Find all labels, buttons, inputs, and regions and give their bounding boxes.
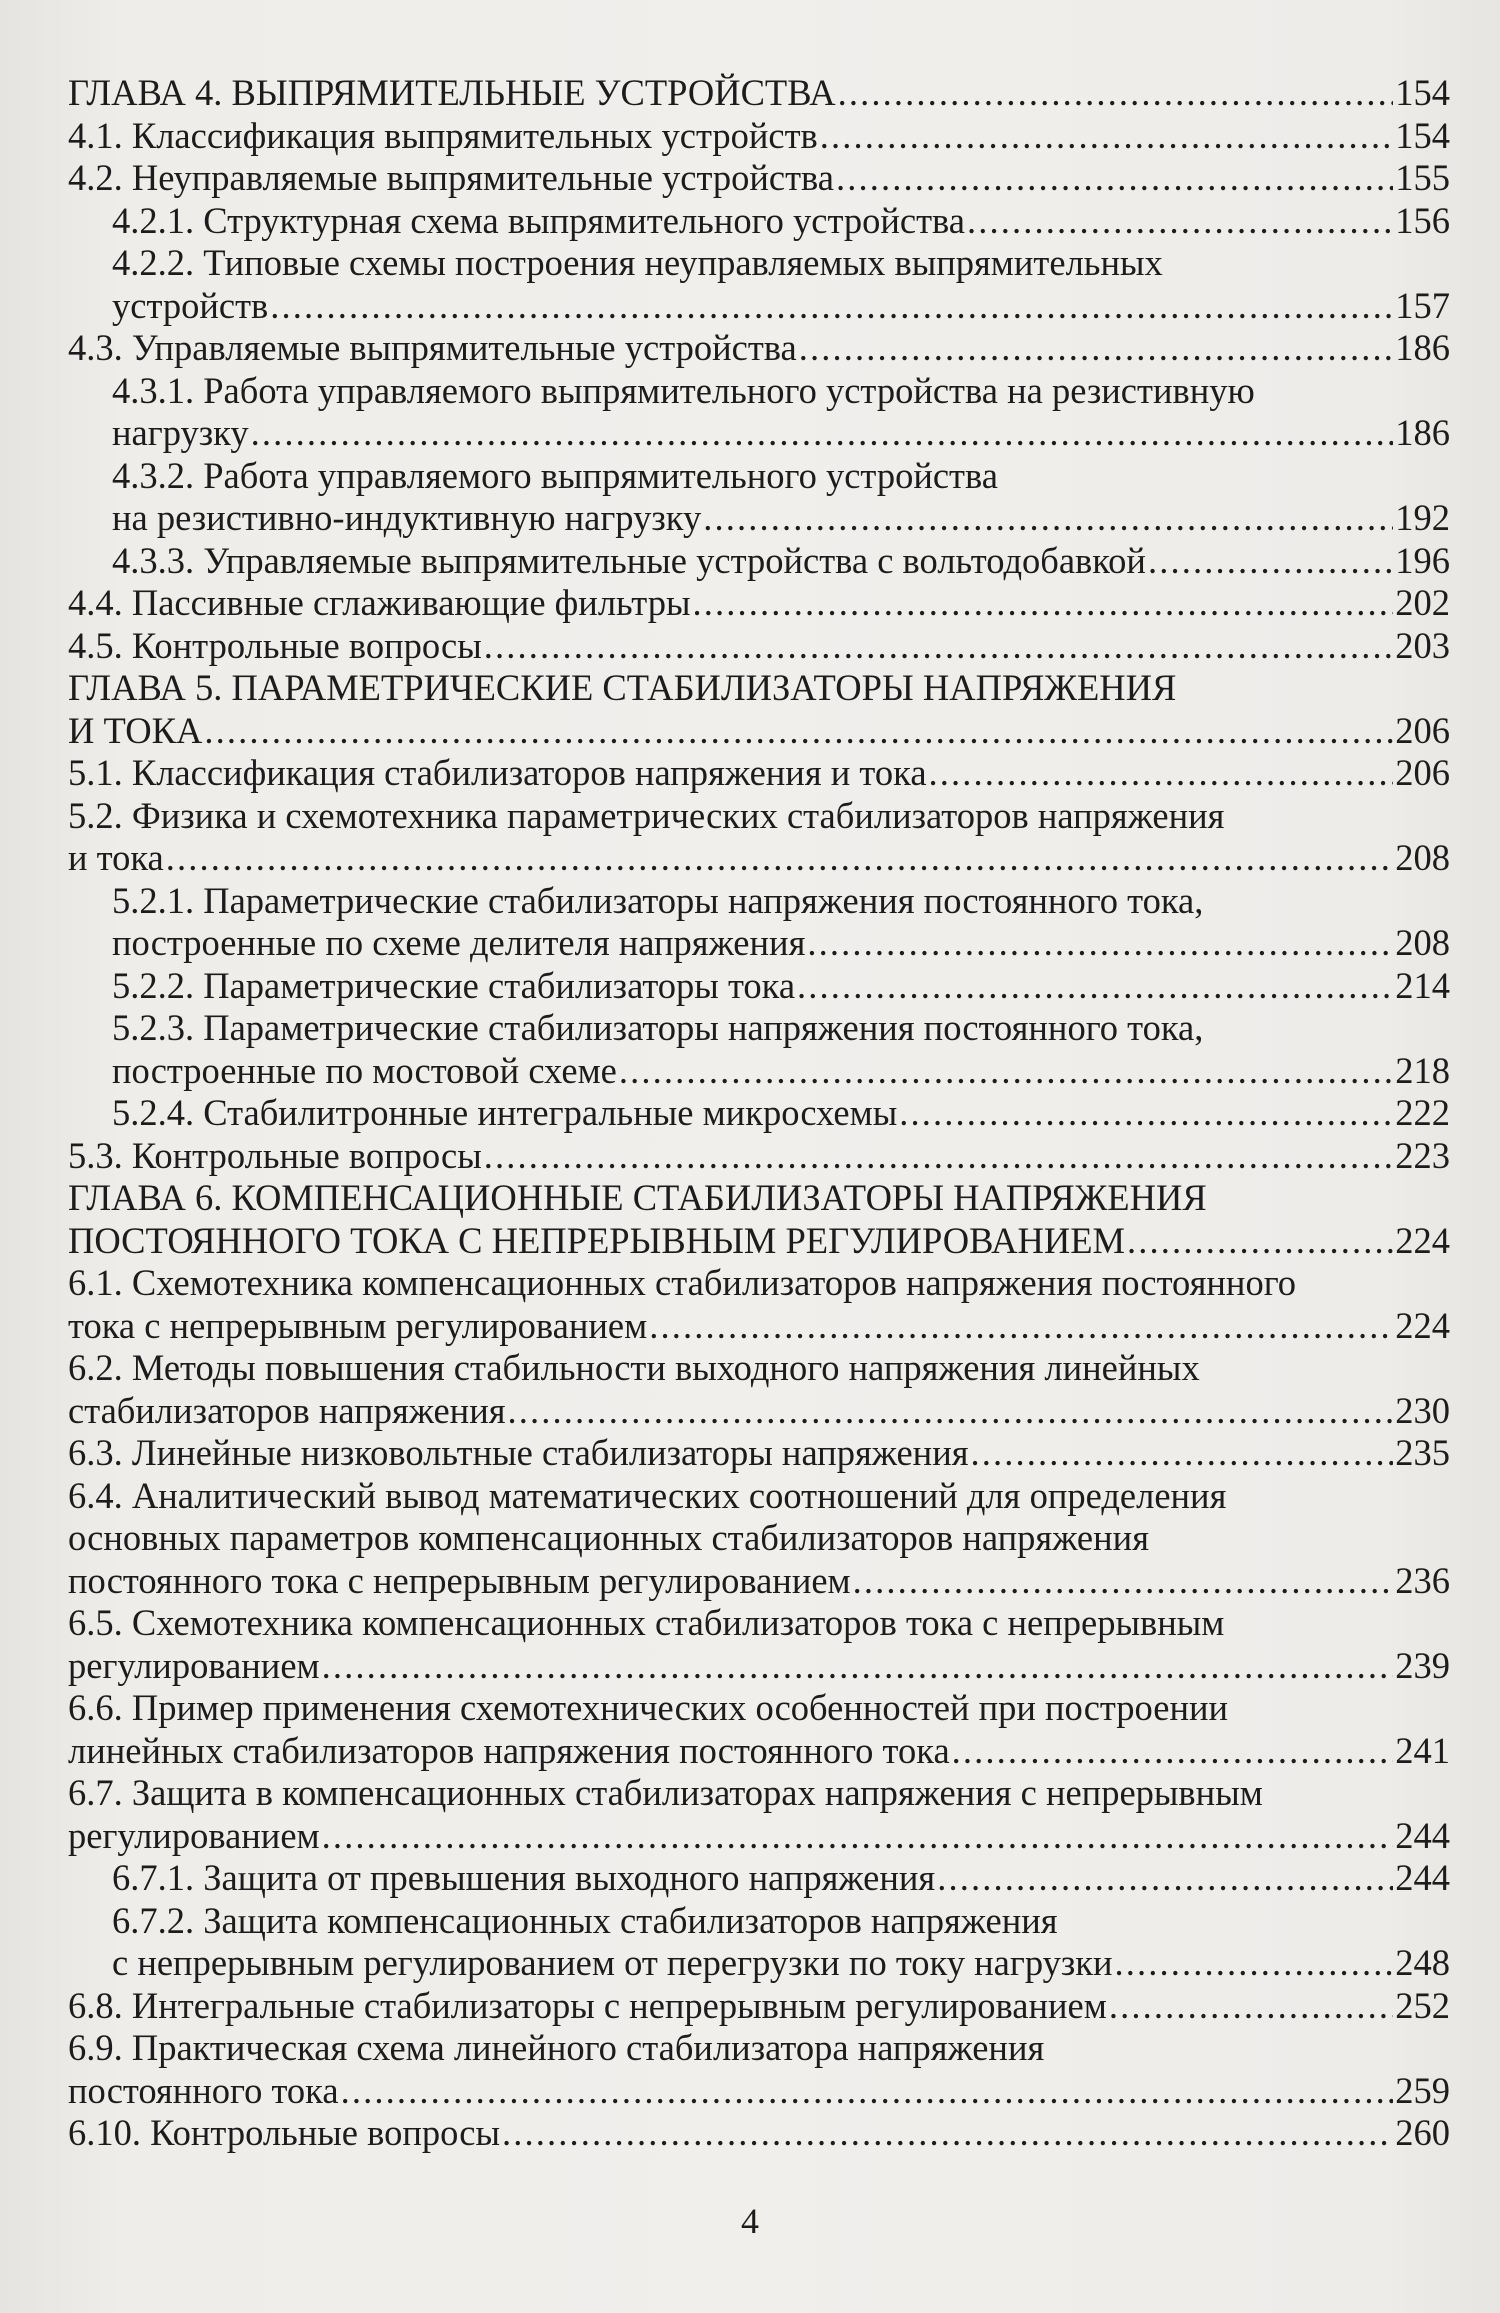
- toc-entry: [68, 667, 1450, 752]
- toc-entry: [68, 157, 1450, 200]
- toc-entry-title-line: 4.3.3. Управляемые выпрямительные устройства с вольтодобавкой: [112, 539, 1146, 581]
- toc-entry-title-line: нагрузку: [112, 412, 249, 453]
- toc-entry-page: 222: [1395, 1092, 1450, 1133]
- toc-entry-title-line: на резистивно-индуктивную нагрузку: [112, 497, 702, 538]
- toc-entry: [68, 582, 1450, 625]
- toc-entry: [68, 965, 1450, 1008]
- toc-entry-last-line: [68, 157, 1450, 200]
- toc-entry-page: 218: [1395, 1049, 1450, 1091]
- toc-entry: [68, 115, 1450, 158]
- dot-leader: [836, 157, 1393, 200]
- dot-leader: [799, 327, 1394, 370]
- toc-entry-title-line: 6.7. Защита в компенсационных стабилизаторах напряжения с непрерывным: [68, 1772, 1263, 1813]
- toc-entry: [68, 327, 1450, 370]
- toc-entry-page: 230: [1395, 1389, 1450, 1431]
- toc-entry-last-line: [68, 710, 1450, 753]
- toc-entry-last-line: [68, 2112, 1450, 2155]
- dot-leader: [322, 1645, 1394, 1688]
- dot-leader: [853, 1560, 1394, 1603]
- toc-entry-title-line: ГЛАВА 6. КОМПЕНСАЦИОННЫЕ СТАБИЛИЗАТОРЫ НАПРЯЖЕНИЯ: [68, 1177, 1207, 1218]
- toc-entry-title-line: постоянного тока: [68, 2069, 339, 2111]
- dot-leader: [251, 412, 1394, 455]
- toc-entry-last-line: [112, 922, 1450, 965]
- toc-entry-page: 223: [1395, 1134, 1450, 1176]
- dot-leader: [502, 2112, 1393, 2155]
- toc-entry: [68, 1135, 1450, 1178]
- toc-entry-title-line: 6.4. Аналитический вывод математических соотношений для определения: [68, 1474, 1227, 1516]
- toc-entry: [68, 625, 1450, 668]
- toc-entry: [68, 200, 1450, 243]
- toc-entry-page: 155: [1395, 157, 1450, 198]
- toc-entry-title-line: 5.2. Физика и схемотехника параметрических стабилизаторов напряжения: [68, 794, 1225, 836]
- toc-entry: [68, 1432, 1450, 1475]
- toc-entry: [68, 795, 1450, 880]
- dot-leader: [838, 72, 1394, 115]
- toc-entry-last-line: [68, 837, 1450, 880]
- dot-leader: [1109, 1985, 1393, 2028]
- dot-leader: [971, 1432, 1394, 1475]
- toc-entry-page: 203: [1395, 624, 1450, 666]
- dot-leader: [692, 582, 1393, 625]
- toc-entry-last-line: [68, 752, 1450, 795]
- dot-leader: [703, 497, 1393, 540]
- toc-entry-title-line: 5.2.4. Стабилитронные интегральные микросхемы: [112, 1092, 898, 1133]
- toc-entry-title-line: 5.2.2. Параметрические стабилизаторы тока: [112, 964, 796, 1006]
- toc-entry-last-line: [68, 1220, 1450, 1263]
- toc-entry-title-line: основных параметров компенсационных стабилизаторов напряжения: [68, 1517, 1149, 1558]
- toc-entry-title-line: 6.6. Пример применения схемотехнических особенностей при построении: [68, 1687, 1229, 1728]
- toc-entry-title-line: И ТОКА: [68, 709, 203, 751]
- toc-entry-title-line: тока с непрерывным регулированием: [68, 1304, 648, 1346]
- toc-entry-page: 244: [1395, 1814, 1450, 1856]
- toc-entry: [68, 1857, 1450, 1900]
- dot-leader: [270, 285, 1393, 328]
- toc-entry-page: 235: [1395, 1432, 1450, 1473]
- toc-entry-page: 206: [1395, 752, 1450, 793]
- toc-entry-title-line: 4.2.2. Типовые схемы построения неуправляемых выпрямительных: [112, 242, 1163, 283]
- toc-entry-title-line: 4.5. Контрольные вопросы: [68, 624, 482, 666]
- dot-leader: [1127, 1220, 1393, 1263]
- toc-entry-page: 186: [1395, 412, 1450, 453]
- toc-entry-title-line: построенные по схеме делителя напряжения: [112, 922, 806, 963]
- toc-entry-last-line: [112, 1942, 1450, 1985]
- dot-leader: [649, 1305, 1393, 1348]
- toc-entry-title-line: ГЛАВА 4. ВЫПРЯМИТЕЛЬНЫЕ УСТРОЙСТВА: [68, 72, 836, 113]
- toc-entry-page: 252: [1395, 1984, 1450, 2026]
- toc-entry-title-line: построенные по мостовой схеме: [112, 1049, 617, 1091]
- toc-entry-title-line: 5.2.3. Параметрические стабилизаторы напряжения постоянного тока,: [112, 1007, 1204, 1048]
- toc-entry-title-line: 4.4. Пассивные сглаживающие фильтры: [68, 582, 691, 623]
- toc-entry-title-line: регулированием: [68, 1644, 320, 1686]
- dot-leader: [797, 965, 1393, 1008]
- toc-entry-title-line: устройств: [112, 284, 269, 326]
- toc-entry-page: 259: [1395, 2069, 1450, 2111]
- toc-entry-last-line: [68, 1730, 1450, 1773]
- dot-leader: [807, 922, 1393, 965]
- toc-entry: [68, 455, 1450, 540]
- toc-entry-last-line: [68, 115, 1450, 158]
- toc-entry: [68, 752, 1450, 795]
- toc-entry-title-line: и тока: [68, 837, 164, 878]
- toc-entry-page: 239: [1395, 1644, 1450, 1686]
- toc-entry-last-line: [68, 582, 1450, 625]
- toc-entry-title-line: ГЛАВА 5. ПАРАМЕТРИЧЕСКИЕ СТАБИЛИЗАТОРЫ НАПРЯЖЕНИЯ: [68, 667, 1177, 708]
- toc-entry-page: 186: [1395, 327, 1450, 368]
- toc-entry: [68, 370, 1450, 455]
- toc-entry-title-line: стабилизаторов напряжения: [68, 1389, 506, 1431]
- toc-entry-page: 208: [1395, 922, 1450, 963]
- toc-entry: [68, 1475, 1450, 1603]
- toc-entry-page: 202: [1395, 582, 1450, 623]
- toc-entry-page: 248: [1395, 1942, 1450, 1983]
- toc-entry-last-line: [112, 497, 1450, 540]
- toc-entry-title-line: постоянного тока с непрерывным регулированием: [68, 1559, 851, 1601]
- toc-entry: [68, 1347, 1450, 1432]
- toc-entry-page: 241: [1395, 1729, 1450, 1771]
- toc-entry-title-line: 4.2.1. Структурная схема выпрямительного устройства: [112, 199, 966, 241]
- toc-entry-page: 208: [1395, 837, 1450, 878]
- dot-leader: [899, 1092, 1393, 1135]
- toc-entry-page: 236: [1395, 1559, 1450, 1601]
- toc-entry-title-line: 6.5. Схемотехника компенсационных стабилизаторов тока с непрерывным: [68, 1602, 1225, 1643]
- dot-leader: [967, 200, 1393, 243]
- toc-entry-last-line: [112, 285, 1450, 328]
- toc-entry: [68, 1007, 1450, 1092]
- toc-entry-last-line: [112, 540, 1450, 583]
- toc-entry-last-line: [68, 1815, 1450, 1858]
- toc-entry-page: 154: [1395, 114, 1450, 156]
- dot-leader: [508, 1390, 1394, 1433]
- toc-entry-last-line: [68, 72, 1450, 115]
- toc-entry-last-line: [112, 1092, 1450, 1135]
- toc-entry-title-line: 6.7.2. Защита компенсационных стабилизаторов напряжения: [112, 1899, 1058, 1941]
- toc-entry-page: 224: [1395, 1304, 1450, 1346]
- toc-entry-title-line: 4.1. Классификация выпрямительных устройств: [68, 114, 818, 156]
- toc-entry-last-line: [68, 1390, 1450, 1433]
- toc-entry-last-line: [68, 1135, 1450, 1178]
- toc-entry: [68, 242, 1450, 327]
- toc-entry-title-line: 4.3. Управляемые выпрямительные устройства: [68, 327, 797, 368]
- toc-entry-title-line: 6.3. Линейные низковольтные стабилизаторы напряжения: [68, 1432, 969, 1473]
- toc-entry-title-line: 5.3. Контрольные вопросы: [68, 1134, 482, 1176]
- toc-entry-page: 214: [1395, 964, 1450, 1006]
- toc-entry: [68, 1772, 1450, 1857]
- toc-entry-title-line: 4.3.1. Работа управляемого выпрямительного устройства на резистивную: [112, 369, 1255, 411]
- toc-entry-title-line: 6.2. Методы повышения стабильности выходного напряжения линейных: [68, 1347, 1200, 1388]
- dot-leader: [619, 1050, 1393, 1093]
- toc-entry-last-line: [68, 1432, 1450, 1475]
- toc-entry-last-line: [112, 200, 1450, 243]
- toc-entry-last-line: [112, 965, 1450, 1008]
- page-number: 4: [741, 2201, 759, 2241]
- toc-entry-page: 192: [1395, 497, 1450, 538]
- toc-entry-last-line: [112, 1857, 1450, 1900]
- toc-entry: [68, 1177, 1450, 1262]
- toc-entry-last-line: [68, 1560, 1450, 1603]
- dot-leader: [1115, 1942, 1394, 1985]
- toc-entry-last-line: [68, 327, 1450, 370]
- dot-leader: [952, 1730, 1394, 1773]
- toc-entry-page: 224: [1395, 1219, 1450, 1261]
- toc-entry: [68, 880, 1450, 965]
- table-of-contents: [68, 72, 1450, 2155]
- toc-entry: [68, 1602, 1450, 1687]
- toc-entry-page: 196: [1395, 539, 1450, 581]
- toc-entry-page: 244: [1395, 1857, 1450, 1898]
- dot-leader: [484, 1135, 1394, 1178]
- toc-entry: [68, 540, 1450, 583]
- dot-leader: [937, 1857, 1393, 1900]
- toc-entry-last-line: [68, 625, 1450, 668]
- toc-entry-title-line: 6.1. Схемотехника компенсационных стабилизаторов напряжения постоянного: [68, 1262, 1297, 1303]
- dot-leader: [929, 752, 1394, 795]
- toc-entry: [68, 1262, 1450, 1347]
- toc-entry-title-line: с непрерывным регулированием от перегрузки по току нагрузки: [112, 1942, 1113, 1983]
- toc-entry: [68, 2112, 1450, 2155]
- toc-entry-title-line: 5.2.1. Параметрические стабилизаторы напряжения постоянного тока,: [112, 879, 1204, 921]
- toc-entry-title-line: 6.10. Контрольные вопросы: [68, 2112, 500, 2153]
- toc-entry-last-line: [68, 1305, 1450, 1348]
- toc-entry-title-line: 6.9. Практическая схема линейного стабилизатора напряжения: [68, 2027, 1045, 2068]
- dot-leader: [341, 2070, 1394, 2113]
- toc-entry: [68, 1985, 1450, 2028]
- toc-entry-title-line: 6.8. Интегральные стабилизаторы с непрерывным регулированием: [68, 1984, 1107, 2026]
- toc-entry: [68, 1092, 1450, 1135]
- toc-entry-last-line: [68, 1985, 1450, 2028]
- toc-entry-page: 206: [1395, 709, 1450, 751]
- toc-entry-title-line: 6.7.1. Защита от превышения выходного напряжения: [112, 1857, 936, 1898]
- toc-entry-page: 154: [1395, 72, 1450, 113]
- toc-entry-title-line: 4.3.2. Работа управляемого выпрямительного устройства: [112, 454, 998, 496]
- dot-leader: [484, 625, 1394, 668]
- toc-entry-last-line: [112, 412, 1450, 455]
- dot-leader: [820, 115, 1393, 158]
- toc-entry-page: 156: [1395, 199, 1450, 241]
- toc-entry: [68, 1900, 1450, 1985]
- toc-entry-title-line: линейных стабилизаторов напряжения постоянного тока: [68, 1729, 950, 1771]
- toc-entry-title-line: регулированием: [68, 1814, 320, 1856]
- toc-entry-title-line: 4.2. Неуправляемые выпрямительные устройства: [68, 157, 835, 198]
- toc-entry: [68, 72, 1450, 115]
- toc-entry: [68, 1687, 1450, 1772]
- dot-leader: [322, 1815, 1394, 1858]
- toc-entry-page: 260: [1395, 2112, 1450, 2153]
- dot-leader: [204, 710, 1393, 753]
- dot-leader: [166, 837, 1393, 880]
- toc-entry-page: 157: [1395, 284, 1450, 326]
- dot-leader: [1148, 540, 1393, 583]
- toc-entry-title-line: 5.1. Классификация стабилизаторов напряжения и тока: [68, 752, 927, 793]
- toc-entry-last-line: [68, 1645, 1450, 1688]
- toc-entry-last-line: [112, 1050, 1450, 1093]
- toc-entry: [68, 2027, 1450, 2112]
- toc-entry-last-line: [68, 2070, 1450, 2113]
- toc-entry-title-line: ПОСТОЯННОГО ТОКА С НЕПРЕРЫВНЫМ РЕГУЛИРОВАНИЕМ: [68, 1219, 1126, 1261]
